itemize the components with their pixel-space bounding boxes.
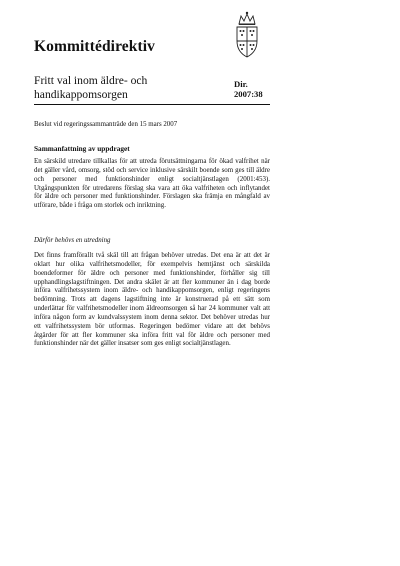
document-title: Kommittédirektiv (34, 38, 155, 55)
directive-number (234, 79, 263, 99)
directive-id: 2007:38 (234, 89, 263, 99)
decision-date: Beslut vid regeringssammanträde den 15 mars 2007 (34, 121, 178, 128)
background-heading: Därför behövs en utredning (34, 237, 111, 244)
directive-label: Dir. (234, 79, 248, 89)
subject-line-1: Fritt val inom äldre- och (34, 74, 148, 87)
document-subject (34, 74, 147, 102)
header-divider (34, 104, 270, 105)
background-paragraph: Det finns framförallt två skäl till att frågan behöver utredas. Det ena är att det är oklart hur olika valfrihetsmodeller, för exempelvis hemtjänst och särskilda boendeformer för äldre och personer med funktionshinder, förhåller sig till upphandlingslagstiftningen. Det andra skälet är att fler kommuner än i dag borde införa valfrihetssystem inom äldre- och handikappomsorgen, enligt regeringens bedömning. Trots att dagens lagstiftning inte är konstruerad på ett sätt som underlättar för valfrihetsmodeller inom äldreomsorgen så har 24 kommuner valt att införa någon form av kundvalssystem inom denna sektor. Det behöver utredas hur ett valfrihetssystem bör utformas. Regeringen bedömer vidare att det behövs åtgärder för att fler kommuner ska införa fritt val för äldre och personer med funktionshinder när det gäller insatser som ges enligt socialtjänstlagen. (34, 251, 270, 348)
crowned-coat-of-arms-icon (230, 10, 264, 62)
summary-heading: Sammanfattning av uppdraget (34, 144, 130, 153)
summary-paragraph: En särskild utredare tillkallas för att utreda förutsättningarna för ökad valfrihet när det gäller vård, omsorg, stöd och service inklusive särskilt boende som ges till äldre och personer med funktionshinder enligt socialtjänstlagen (2001:453). Utgångspunkten för utredarens förslag ska vara att öka valfriheten och inflytandet för äldre och personer med funktionshinder. Förslagen ska främja en mångfald av utförare, både i fråga om storlek och inriktning. (34, 157, 270, 210)
subject-line-2: handikappomsorgen (34, 88, 128, 101)
